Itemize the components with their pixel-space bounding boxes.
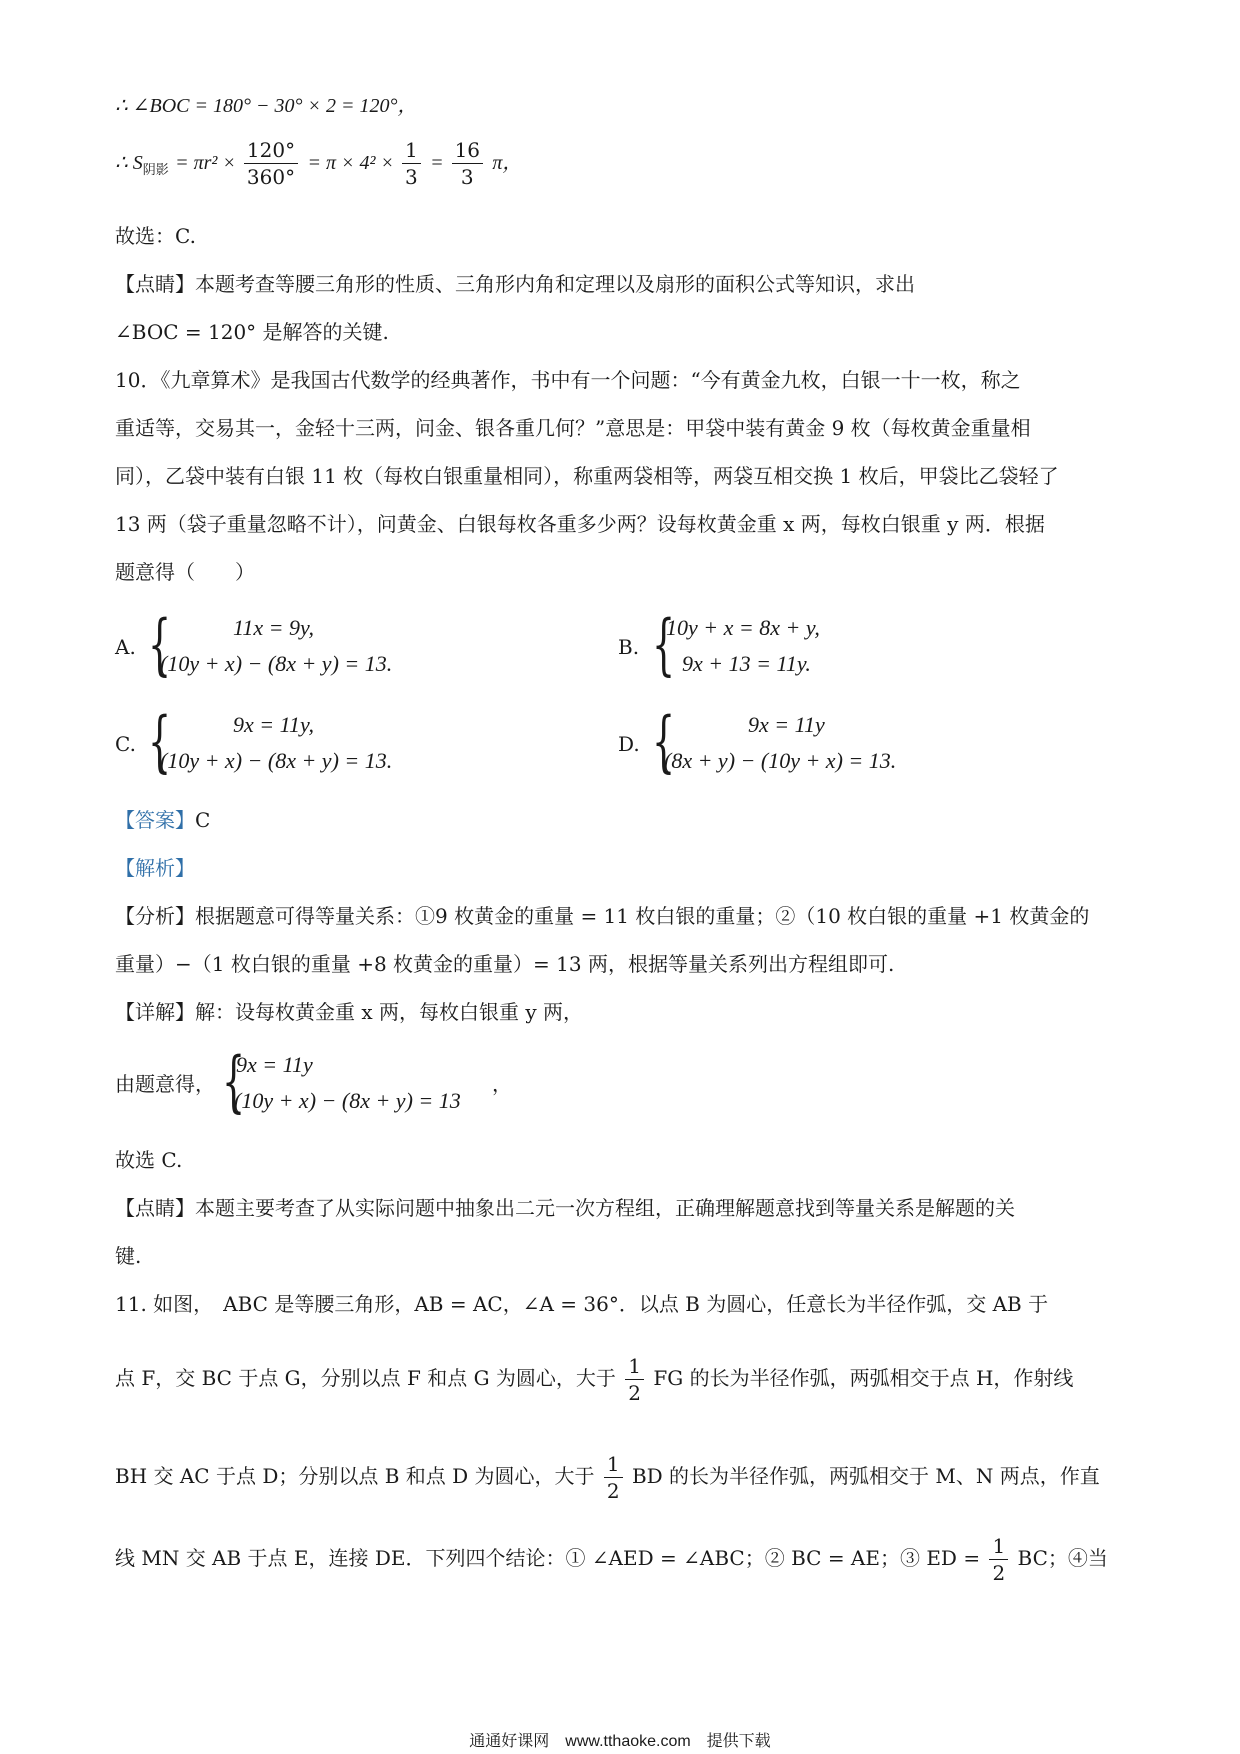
choice-line-10: 故选 C. bbox=[115, 1148, 183, 1172]
xiangjie-line bbox=[115, 998, 583, 1026]
option-a-eq2: (10y + x) − (8x + y) = 13. bbox=[160, 651, 393, 676]
option-c-system bbox=[148, 703, 448, 780]
tip-line-10 bbox=[115, 1194, 1015, 1222]
q11-line4-b: BC；④当 bbox=[1017, 1546, 1108, 1570]
angle-boc-line: ∴ ∠BOC = 180° − 30° × 2 = 120°， bbox=[115, 95, 418, 117]
fenxi-line bbox=[115, 902, 1089, 930]
option-d-label: D. bbox=[618, 732, 640, 756]
option-c-eq2: (10y + x) − (8x + y) = 13. bbox=[160, 748, 393, 773]
q11-line4-a: 线 MN 交 AB 于点 E，连接 DE．下列四个结论：① ∠AED = ∠ABC；② BC = AE；③ ED = bbox=[115, 1546, 981, 1570]
fraction-1-3: $\frac{1}{3}$ bbox=[402, 137, 421, 190]
tip-line-9b: ∠BOC = 120° 是解答的关键. bbox=[115, 320, 389, 344]
fraction-1-2: $\frac{1}{2}$ bbox=[625, 1353, 644, 1406]
option-a-system bbox=[148, 606, 448, 683]
option-b-system bbox=[652, 606, 912, 683]
q11-line2-a: 点 F，交 BC 于点 G，分别以点 F 和点 G 为圆心，大于 bbox=[115, 1366, 616, 1390]
tip-line-9 bbox=[115, 270, 915, 298]
q11-line1: 11. 如图， ABC 是等腰三角形，AB = AC，∠A = 36°．以点 B 为圆心，任意长为半径作弧，交 AB 于 bbox=[115, 1292, 1049, 1316]
option-d-eq2: (8x + y) − (10y + x) = 13. bbox=[664, 748, 897, 773]
shaded-area-line bbox=[115, 132, 522, 192]
tip-tag: 【点睛】 bbox=[115, 272, 195, 296]
q11-line3 bbox=[115, 1446, 1100, 1506]
q10-line4: 13 两（袋子重量忽略不计），问黄金、白银每枚各重多少两？设每枚黄金重 x 两，每枚白银重 y 两．根据 bbox=[115, 512, 1045, 536]
q10-line3: 同），乙袋中装有白银 11 枚（每枚白银重量相同），称重两袋相等，两袋互相交换 1 枚后，甲袋比乙袋轻了 bbox=[115, 464, 1059, 488]
area-expr-a: = πr² × bbox=[175, 152, 241, 174]
analysis-tag: 【解析】 bbox=[115, 856, 195, 880]
xiangjie-tag: 【详解】 bbox=[115, 1000, 195, 1024]
area-symbol: ∴ S bbox=[115, 152, 143, 174]
fraction-16-3: $\frac{16}{3}$ bbox=[452, 137, 483, 190]
option-c-eq1: 9x = 11y, bbox=[233, 712, 315, 737]
fraction-120-360: $\frac{120^\circ}{360^\circ}$ bbox=[244, 137, 298, 190]
q11-line4 bbox=[115, 1528, 1108, 1588]
brace-icon: { bbox=[148, 703, 172, 780]
q11-line3-a: BH 交 AC 于点 D；分别以点 B 和点 D 为圆心，大于 bbox=[115, 1464, 595, 1488]
system-suffix: ， bbox=[492, 1072, 512, 1096]
area-expr-b: = π × 4² × bbox=[307, 152, 399, 174]
tip-line-10b: 键. bbox=[115, 1244, 142, 1268]
q10-line2: 重适等，交易其一，金轻十三两，问金、银各重几何？”意思是：甲袋中装有黄金 9 枚（每枚黄金重量相 bbox=[115, 416, 1031, 440]
q11-line2-b: FG 的长为半径作弧，两弧相交于点 H，作射线 bbox=[653, 1366, 1074, 1390]
fenxi-text: 根据题意可得等量关系：①9 枚黄金的重量 = 11 枚白银的重量；②（10 枚白银的重量 +1 枚黄金的 bbox=[195, 904, 1090, 928]
q11-line3-b: BD 的长为半径作弧，两弧相交于 M、N 两点，作直 bbox=[631, 1464, 1100, 1488]
tip-text: 本题考查等腰三角形的性质、三角形内角和定理以及扇形的面积公式等知识，求出 bbox=[195, 272, 915, 296]
footer: 通通好课网 www.tthaoke.com 提供下载 bbox=[469, 1733, 771, 1750]
q11-line2 bbox=[115, 1348, 1073, 1408]
option-d-eq1: 9x = 11y bbox=[748, 712, 825, 737]
option-b-eq2: 9x + 13 = 11y. bbox=[682, 651, 811, 676]
system-prefix: 由题意得， bbox=[115, 1072, 215, 1096]
answer-tag: 【答案】 bbox=[115, 808, 195, 832]
solution-system bbox=[222, 1043, 522, 1120]
brace-icon: { bbox=[652, 606, 676, 683]
brace-icon: { bbox=[652, 703, 676, 780]
fraction-1-2: $\frac{1}{2}$ bbox=[989, 1533, 1008, 1586]
answer-value: C bbox=[195, 808, 211, 832]
xiangjie-text: 解：设每枚黄金重 x 两，每枚白银重 y 两， bbox=[195, 1000, 584, 1024]
option-a-eq1: 11x = 9y, bbox=[233, 615, 315, 640]
fenxi-tag: 【分析】 bbox=[115, 904, 195, 928]
q10-line1: 10．《九章算术》是我国古代数学的经典著作，书中有一个问题：“今有黄金九枚，白银一十一枚，称之 bbox=[115, 368, 1021, 392]
brace-icon: { bbox=[222, 1043, 246, 1120]
solution-eq1: 9x = 11y bbox=[236, 1052, 313, 1077]
tip-text: 本题主要考查了从实际问题中抽象出二元一次方程组，正确理解题意找到等量关系是解题的关 bbox=[195, 1196, 1015, 1220]
brace-icon: { bbox=[148, 606, 172, 683]
option-d-system bbox=[652, 703, 952, 780]
area-expr-d: π， bbox=[492, 152, 523, 174]
answer-line bbox=[115, 806, 210, 834]
q10-line5: 题意得（ ） bbox=[115, 560, 255, 584]
fraction-1-2: $\frac{1}{2}$ bbox=[604, 1451, 623, 1504]
tip-tag: 【点睛】 bbox=[115, 1196, 195, 1220]
option-b-label: B. bbox=[618, 635, 640, 659]
option-a-label: A. bbox=[115, 635, 136, 659]
area-subscript: 阴影 bbox=[142, 163, 169, 178]
option-b-eq1: 10y + x = 8x + y, bbox=[666, 615, 820, 640]
solution-eq2: (10y + x) − (8x + y) = 13 bbox=[234, 1088, 461, 1113]
choice-line-9: 故选：C. bbox=[115, 224, 196, 248]
option-c-label: C. bbox=[115, 732, 136, 756]
fenxi-line2: 重量）−（1 枚白银的重量 +8 枚黄金的重量）= 13 两，根据等量关系列出方程组即可. bbox=[115, 952, 895, 976]
area-expr-c: = bbox=[430, 152, 449, 174]
